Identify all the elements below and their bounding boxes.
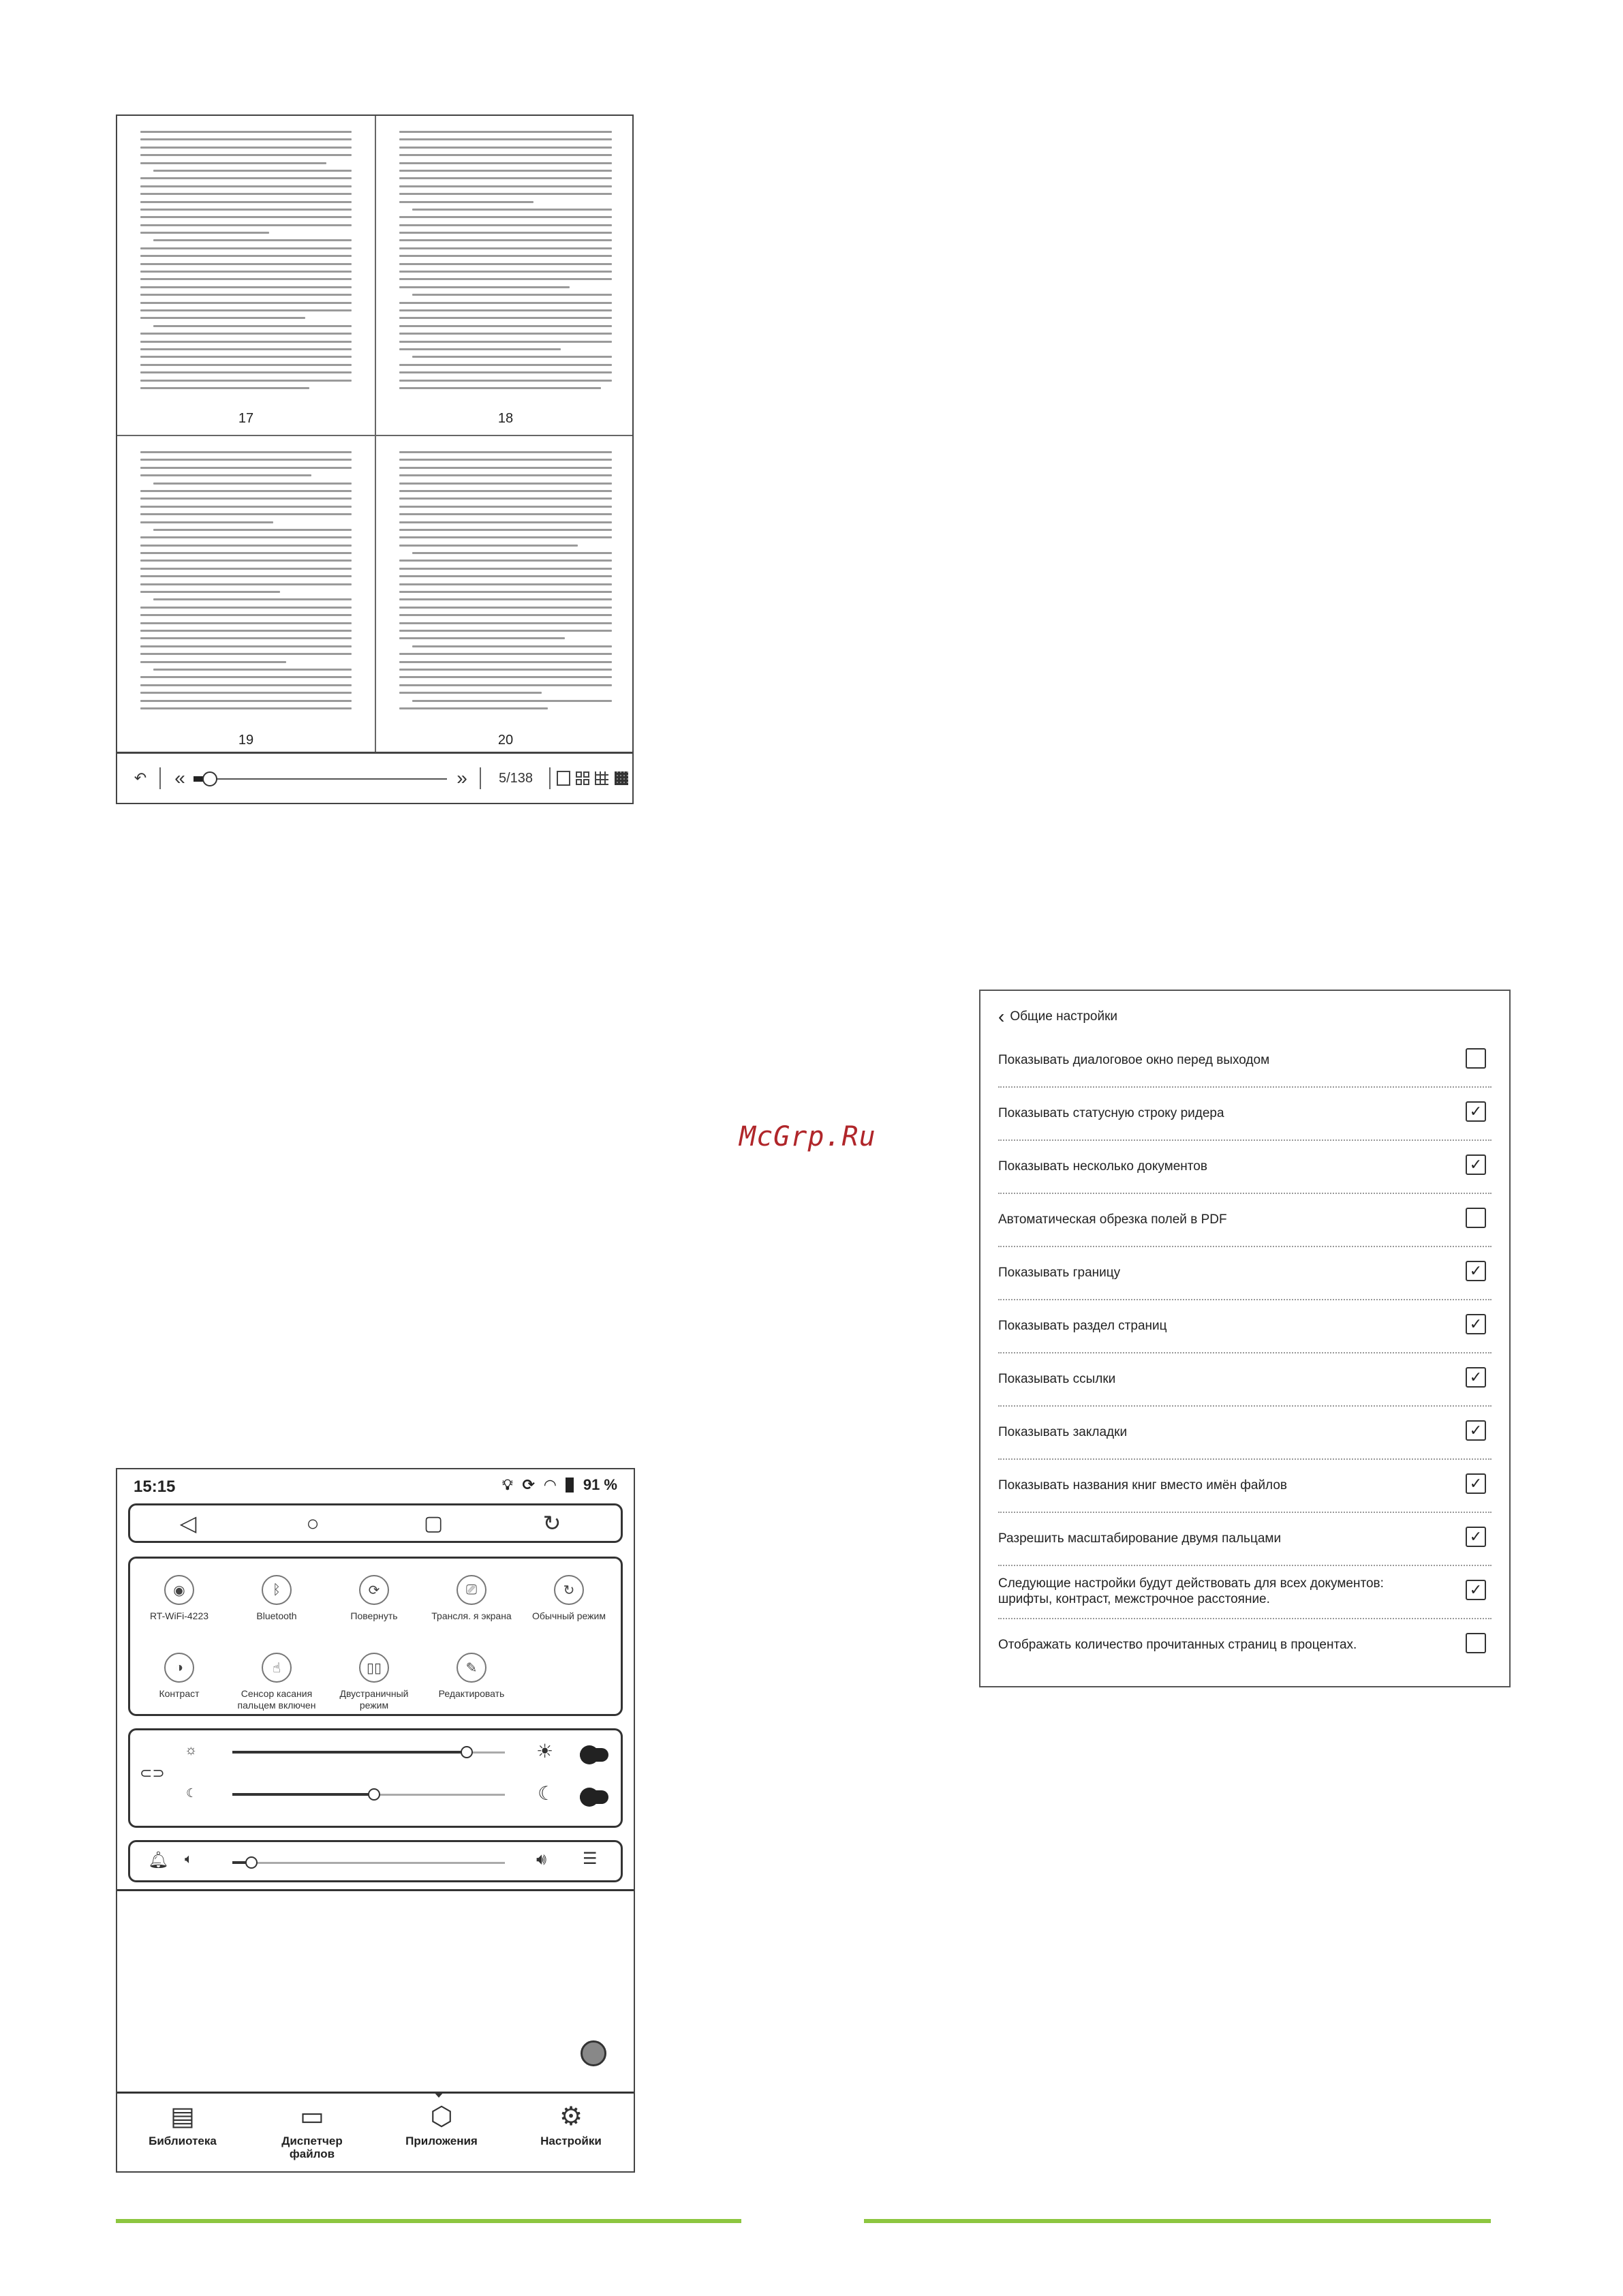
bluetooth-icon: ᛒ <box>262 1575 292 1605</box>
text-line <box>399 459 612 461</box>
text-line <box>399 170 612 172</box>
footer-line-left <box>116 2219 741 2223</box>
checkbox-unchecked[interactable] <box>1466 1048 1486 1069</box>
quick-setting-tile[interactable] <box>132 1575 227 1622</box>
text-line <box>140 498 352 500</box>
back-triangle-icon[interactable]: ◁ <box>179 1511 197 1535</box>
quick-setting-label: RT-WiFi-4223 <box>149 1610 209 1621</box>
text-line <box>399 498 612 500</box>
progress-knob[interactable] <box>202 771 217 786</box>
settings-row[interactable] <box>998 1352 1491 1407</box>
text-line <box>140 278 352 280</box>
text-line <box>399 193 612 195</box>
text-line <box>399 177 612 179</box>
text-line <box>399 568 612 570</box>
link-icon[interactable]: ⊂⊃ <box>140 1764 165 1781</box>
text-line <box>399 131 612 133</box>
checkbox-checked[interactable]: ✓ <box>1466 1527 1486 1547</box>
warm-light-fill <box>232 1751 467 1754</box>
cold-light-fill <box>232 1793 374 1796</box>
text-line <box>140 575 352 577</box>
moon-large-icon: ☾ <box>538 1783 555 1804</box>
quick-setting-label: Повернуть <box>350 1610 398 1621</box>
text-line <box>399 575 612 577</box>
text-line <box>399 201 534 203</box>
text-line <box>399 380 612 382</box>
text-line <box>140 309 352 311</box>
moon-small-icon: ☾ <box>186 1786 198 1800</box>
text-line <box>399 138 612 140</box>
volume-rest <box>251 1862 505 1864</box>
checkbox-unchecked[interactable] <box>1466 1633 1486 1653</box>
cold-light-toggle[interactable] <box>580 1790 608 1804</box>
quick-setting-tile[interactable] <box>424 1575 519 1622</box>
text-line <box>140 692 352 694</box>
page-number: 18 <box>497 411 514 426</box>
text-line <box>412 700 612 702</box>
grid-3x3-icon[interactable] <box>593 754 610 803</box>
quick-setting-label: Трансля. я экрана <box>431 1610 512 1621</box>
text-line <box>140 162 326 164</box>
text-line <box>399 607 612 609</box>
text-line <box>399 239 612 241</box>
checkbox-checked[interactable]: ✓ <box>1466 1261 1486 1281</box>
page-indicator[interactable]: 5/138 <box>498 770 534 786</box>
text-line <box>399 317 612 319</box>
text-line <box>399 684 612 686</box>
quick-settings-panel <box>128 1557 623 1716</box>
dock-item-label: Диспетчер файлов <box>281 2134 343 2160</box>
text-line <box>140 707 352 709</box>
text-line <box>399 521 612 523</box>
dock-item-label: Библиотека <box>149 2134 217 2147</box>
text-line <box>399 676 612 678</box>
text-line <box>140 568 352 570</box>
text-line <box>399 483 612 485</box>
text-line <box>140 653 352 655</box>
text-line <box>399 224 612 226</box>
settings-title: Общие настройки <box>1010 1009 1118 1024</box>
settings-row-label: Показывать закладки <box>998 1424 1128 1439</box>
text-line <box>399 529 612 531</box>
status-time: 15:15 <box>134 1478 176 1496</box>
text-line <box>140 451 352 453</box>
text-line <box>140 147 352 149</box>
quick-setting-label: Сенсор касания пальцем включен <box>237 1688 316 1711</box>
book-page-17 <box>117 116 376 436</box>
warm-light-toggle[interactable] <box>580 1748 608 1762</box>
text-line <box>140 209 352 211</box>
text-line <box>412 209 612 211</box>
contrast-icon: ◑ <box>164 1653 194 1683</box>
cold-light-knob[interactable] <box>368 1788 380 1801</box>
single-page-icon[interactable] <box>555 754 572 803</box>
text-line <box>399 653 612 655</box>
refresh-mode-icon: ⟳ <box>522 1476 535 1493</box>
quick-setting-tile[interactable] <box>521 1575 617 1622</box>
settings-row-label: Автоматическая обрезка полей в PDF <box>998 1212 1227 1227</box>
settings-row[interactable] <box>998 1618 1491 1671</box>
text-line <box>399 622 612 624</box>
text-line <box>140 467 352 469</box>
undo-icon[interactable]: ↶ <box>134 769 147 786</box>
text-line <box>140 630 352 632</box>
text-line <box>399 255 612 257</box>
text-line <box>140 294 352 296</box>
footer-line-right <box>864 2219 1491 2223</box>
text-line <box>399 232 612 234</box>
page-number: 20 <box>497 733 514 748</box>
text-line <box>140 286 352 288</box>
divider <box>159 767 161 789</box>
speaker-high-icon: 🔊︎ <box>536 1850 547 1869</box>
text-line <box>399 474 612 476</box>
settings-row[interactable] <box>998 1033 1491 1088</box>
mode-icon: ↻ <box>554 1575 584 1605</box>
page-text-block <box>399 451 612 720</box>
text-line <box>140 333 352 335</box>
quick-setting-tile[interactable] <box>229 1653 324 1711</box>
cast-icon: ⎚ <box>457 1575 486 1605</box>
settings-row[interactable] <box>998 1512 1491 1566</box>
edit-icon: ✎ <box>457 1653 486 1683</box>
page-text-block <box>140 131 352 398</box>
divider <box>480 767 481 789</box>
text-line <box>140 131 352 133</box>
text-line <box>140 676 352 678</box>
dock-item[interactable] <box>380 2103 503 2147</box>
reader-screenshot <box>116 114 634 804</box>
settings-row-label: Показывать ссылки <box>998 1371 1116 1386</box>
checkbox-unchecked[interactable] <box>1466 1208 1486 1228</box>
two-page-icon: ▯▯ <box>359 1653 389 1683</box>
text-line <box>399 364 612 366</box>
apps-cube-icon: ⬡ <box>430 2102 453 2131</box>
sun-large-icon: ☀ <box>536 1741 554 1762</box>
text-line <box>140 684 352 686</box>
text-line <box>399 536 612 538</box>
text-line <box>140 661 286 663</box>
bell-icon[interactable]: 🔔︎ <box>148 1851 169 1869</box>
library-icon: ▤ <box>170 2102 195 2131</box>
settings-row[interactable] <box>998 1299 1491 1353</box>
text-line <box>140 154 352 156</box>
text-line <box>140 521 273 523</box>
text-line <box>140 506 352 508</box>
settings-row[interactable] <box>998 1139 1491 1194</box>
quick-setting-tile[interactable] <box>326 1653 422 1711</box>
settings-row[interactable] <box>998 1086 1491 1141</box>
text-line <box>399 614 612 616</box>
dock-item[interactable] <box>510 2103 632 2147</box>
rotate-icon: ⟳ <box>359 1575 389 1605</box>
text-line <box>399 467 612 469</box>
text-line <box>140 255 352 257</box>
volume-knob[interactable] <box>245 1856 258 1869</box>
text-line <box>399 154 612 156</box>
watermark-text: McGrp.Ru <box>739 1121 876 1152</box>
text-line <box>399 341 612 343</box>
text-line <box>140 637 352 639</box>
text-line <box>412 356 612 358</box>
dock-item-label: Настройки <box>540 2134 602 2147</box>
text-line <box>140 513 352 515</box>
front-light-panel <box>128 1728 623 1828</box>
text-line <box>412 552 612 554</box>
text-line <box>399 692 542 694</box>
settings-row[interactable] <box>998 1246 1491 1300</box>
text-line <box>140 622 352 624</box>
gear-icon: ⚙ <box>559 2102 583 2131</box>
text-line <box>140 224 352 226</box>
text-line <box>399 707 548 709</box>
settings-row-label: Показывать раздел страниц <box>998 1318 1167 1333</box>
reader-toolbar <box>117 752 632 803</box>
general-settings-screenshot <box>979 990 1511 1687</box>
text-line <box>399 185 612 187</box>
text-line <box>399 591 612 593</box>
divider <box>549 767 551 789</box>
speaker-low-icon: 🔈︎ <box>185 1852 193 1867</box>
text-line <box>140 302 352 304</box>
quick-setting-tile[interactable] <box>326 1575 422 1622</box>
quick-setting-tile[interactable] <box>424 1653 519 1700</box>
text-line <box>140 263 352 265</box>
grid-4x4-icon[interactable] <box>612 754 631 803</box>
dock-item-label: Приложения <box>405 2134 478 2147</box>
text-line <box>399 583 612 585</box>
book-page-19 <box>117 436 376 756</box>
recent-square-icon[interactable]: ▢ <box>423 1512 444 1535</box>
text-line <box>140 232 269 234</box>
text-line <box>140 371 352 373</box>
quick-setting-label: Редактировать <box>438 1688 505 1699</box>
checkbox-checked[interactable]: ✓ <box>1466 1101 1486 1122</box>
text-line <box>140 545 352 547</box>
text-line <box>140 552 352 554</box>
active-indicator <box>434 2092 444 2098</box>
text-line <box>140 247 352 249</box>
quick-setting-label: Обычный режим <box>532 1610 606 1621</box>
quick-setting-label: Bluetooth <box>256 1610 297 1621</box>
book-page-20 <box>376 436 634 756</box>
text-line <box>153 529 352 531</box>
touch-icon: ☝ <box>262 1653 292 1683</box>
text-line <box>399 387 601 389</box>
text-line <box>140 560 352 562</box>
quick-setting-tile[interactable] <box>132 1653 227 1700</box>
text-line <box>153 325 352 327</box>
text-line <box>140 201 352 203</box>
settings-row-label: Показывать статусную строку ридера <box>998 1105 1224 1120</box>
text-line <box>140 216 352 218</box>
text-line <box>399 669 612 671</box>
text-line <box>140 348 352 350</box>
settings-row-label: Разрешить масштабирование двумя пальцами <box>998 1531 1282 1546</box>
book-page-18 <box>376 116 634 436</box>
settings-header[interactable] <box>998 1003 1117 1030</box>
text-line <box>399 637 565 639</box>
settings-row-label: Показывать диалоговое окно перед выходом <box>998 1052 1270 1067</box>
floating-ball-button[interactable] <box>581 2040 606 2066</box>
dock-item[interactable] <box>121 2103 244 2147</box>
text-line <box>140 364 352 366</box>
text-line <box>399 630 612 632</box>
text-line <box>140 380 352 382</box>
quick-setting-label: Контраст <box>159 1688 200 1699</box>
text-line <box>140 700 352 702</box>
settings-row-label: Показывать несколько документов <box>998 1159 1207 1174</box>
text-line <box>399 348 561 350</box>
checkbox-checked[interactable]: ✓ <box>1466 1473 1486 1494</box>
volume-panel <box>128 1840 623 1882</box>
text-line <box>153 483 352 485</box>
text-line <box>153 170 352 172</box>
settings-row[interactable] <box>998 1458 1491 1513</box>
lightbulb-icon: 💡︎ <box>502 1476 513 1493</box>
text-line <box>399 278 612 280</box>
text-line <box>399 325 612 327</box>
text-line <box>140 341 352 343</box>
settings-row[interactable] <box>998 1565 1491 1619</box>
text-line <box>153 598 352 600</box>
text-line <box>399 506 612 508</box>
page-progress-slider[interactable] <box>194 777 447 781</box>
text-line <box>140 536 352 538</box>
text-line <box>140 177 352 179</box>
settings-row[interactable] <box>998 1405 1491 1460</box>
quick-setting-tile[interactable] <box>229 1575 324 1622</box>
equalizer-icon[interactable]: ☰ <box>583 1850 598 1868</box>
text-line <box>399 286 570 288</box>
text-line <box>140 193 352 195</box>
text-line <box>140 474 311 476</box>
battery-level: 91 % <box>583 1476 617 1493</box>
dock-item[interactable] <box>251 2103 373 2160</box>
text-line <box>399 309 612 311</box>
status-icons <box>502 1476 617 1494</box>
sun-small-icon: ☼ <box>185 1743 198 1758</box>
text-line <box>140 356 352 358</box>
double-chevron-right-icon[interactable]: » <box>457 767 467 789</box>
text-line <box>399 216 612 218</box>
text-line <box>399 271 612 273</box>
text-line <box>399 545 578 547</box>
text-line <box>399 451 612 453</box>
page-number: 17 <box>238 411 254 426</box>
text-line <box>140 387 309 389</box>
settings-row-label: Следующие настройки будут действовать для всех документов: шрифты, контраст, межстрочное расстояние. <box>998 1576 1384 1606</box>
text-line <box>140 317 305 319</box>
text-line <box>153 239 352 241</box>
text-line <box>399 263 612 265</box>
text-line <box>399 598 612 600</box>
text-line <box>140 138 352 140</box>
text-line <box>399 162 612 164</box>
text-line <box>399 513 612 515</box>
text-line <box>399 490 612 492</box>
text-line <box>140 459 352 461</box>
text-line <box>399 371 612 373</box>
quick-setting-label: Двустраничный режим <box>339 1688 409 1711</box>
text-line <box>140 583 352 585</box>
text-line <box>140 614 352 616</box>
text-line <box>140 185 352 187</box>
page-text-block <box>399 131 612 398</box>
cold-light-rest <box>374 1794 505 1796</box>
text-line <box>399 302 612 304</box>
checkbox-checked[interactable]: ✓ <box>1466 1420 1486 1441</box>
chevron-left-icon[interactable]: ‹ <box>998 1006 1005 1027</box>
wifi-icon: ◠ <box>544 1476 556 1493</box>
text-line <box>140 271 352 273</box>
text-line <box>140 490 352 492</box>
battery-icon <box>566 1478 574 1493</box>
checkbox-checked[interactable]: ✓ <box>1466 1154 1486 1175</box>
text-line <box>412 294 612 296</box>
refresh-icon[interactable]: ↻ <box>542 1511 561 1535</box>
settings-row-label: Отображать количество прочитанных страниц в процентах. <box>998 1637 1357 1652</box>
folder-icon: ▭ <box>300 2102 324 2131</box>
double-chevron-left-icon[interactable]: « <box>174 767 185 789</box>
text-line <box>140 607 352 609</box>
text-line <box>399 147 612 149</box>
text-line <box>399 661 612 663</box>
settings-row-label: Показывать названия книг вместо имён файлов <box>998 1478 1288 1493</box>
device-screenshot <box>116 1468 635 2173</box>
wifi-icon: ◉ <box>164 1575 194 1605</box>
app-dock <box>117 2092 634 2171</box>
settings-row-label: Показывать границу <box>998 1265 1121 1280</box>
navigation-panel <box>128 1503 623 1543</box>
text-line <box>153 669 352 671</box>
divider <box>117 1889 634 1891</box>
page-text-block <box>140 451 352 720</box>
home-circle-icon[interactable]: ○ <box>306 1510 320 1535</box>
text-line <box>399 560 612 562</box>
text-line <box>412 645 612 647</box>
grid-2x2-icon[interactable] <box>574 754 591 803</box>
checkbox-checked[interactable]: ✓ <box>1466 1580 1486 1600</box>
text-line <box>140 591 280 593</box>
text-line <box>399 247 612 249</box>
page-number: 19 <box>238 733 254 748</box>
settings-row[interactable] <box>998 1193 1491 1247</box>
text-line <box>140 645 352 647</box>
text-line <box>399 333 612 335</box>
checkbox-checked[interactable]: ✓ <box>1466 1367 1486 1388</box>
warm-light-knob[interactable] <box>461 1746 473 1758</box>
checkbox-checked[interactable]: ✓ <box>1466 1314 1486 1334</box>
